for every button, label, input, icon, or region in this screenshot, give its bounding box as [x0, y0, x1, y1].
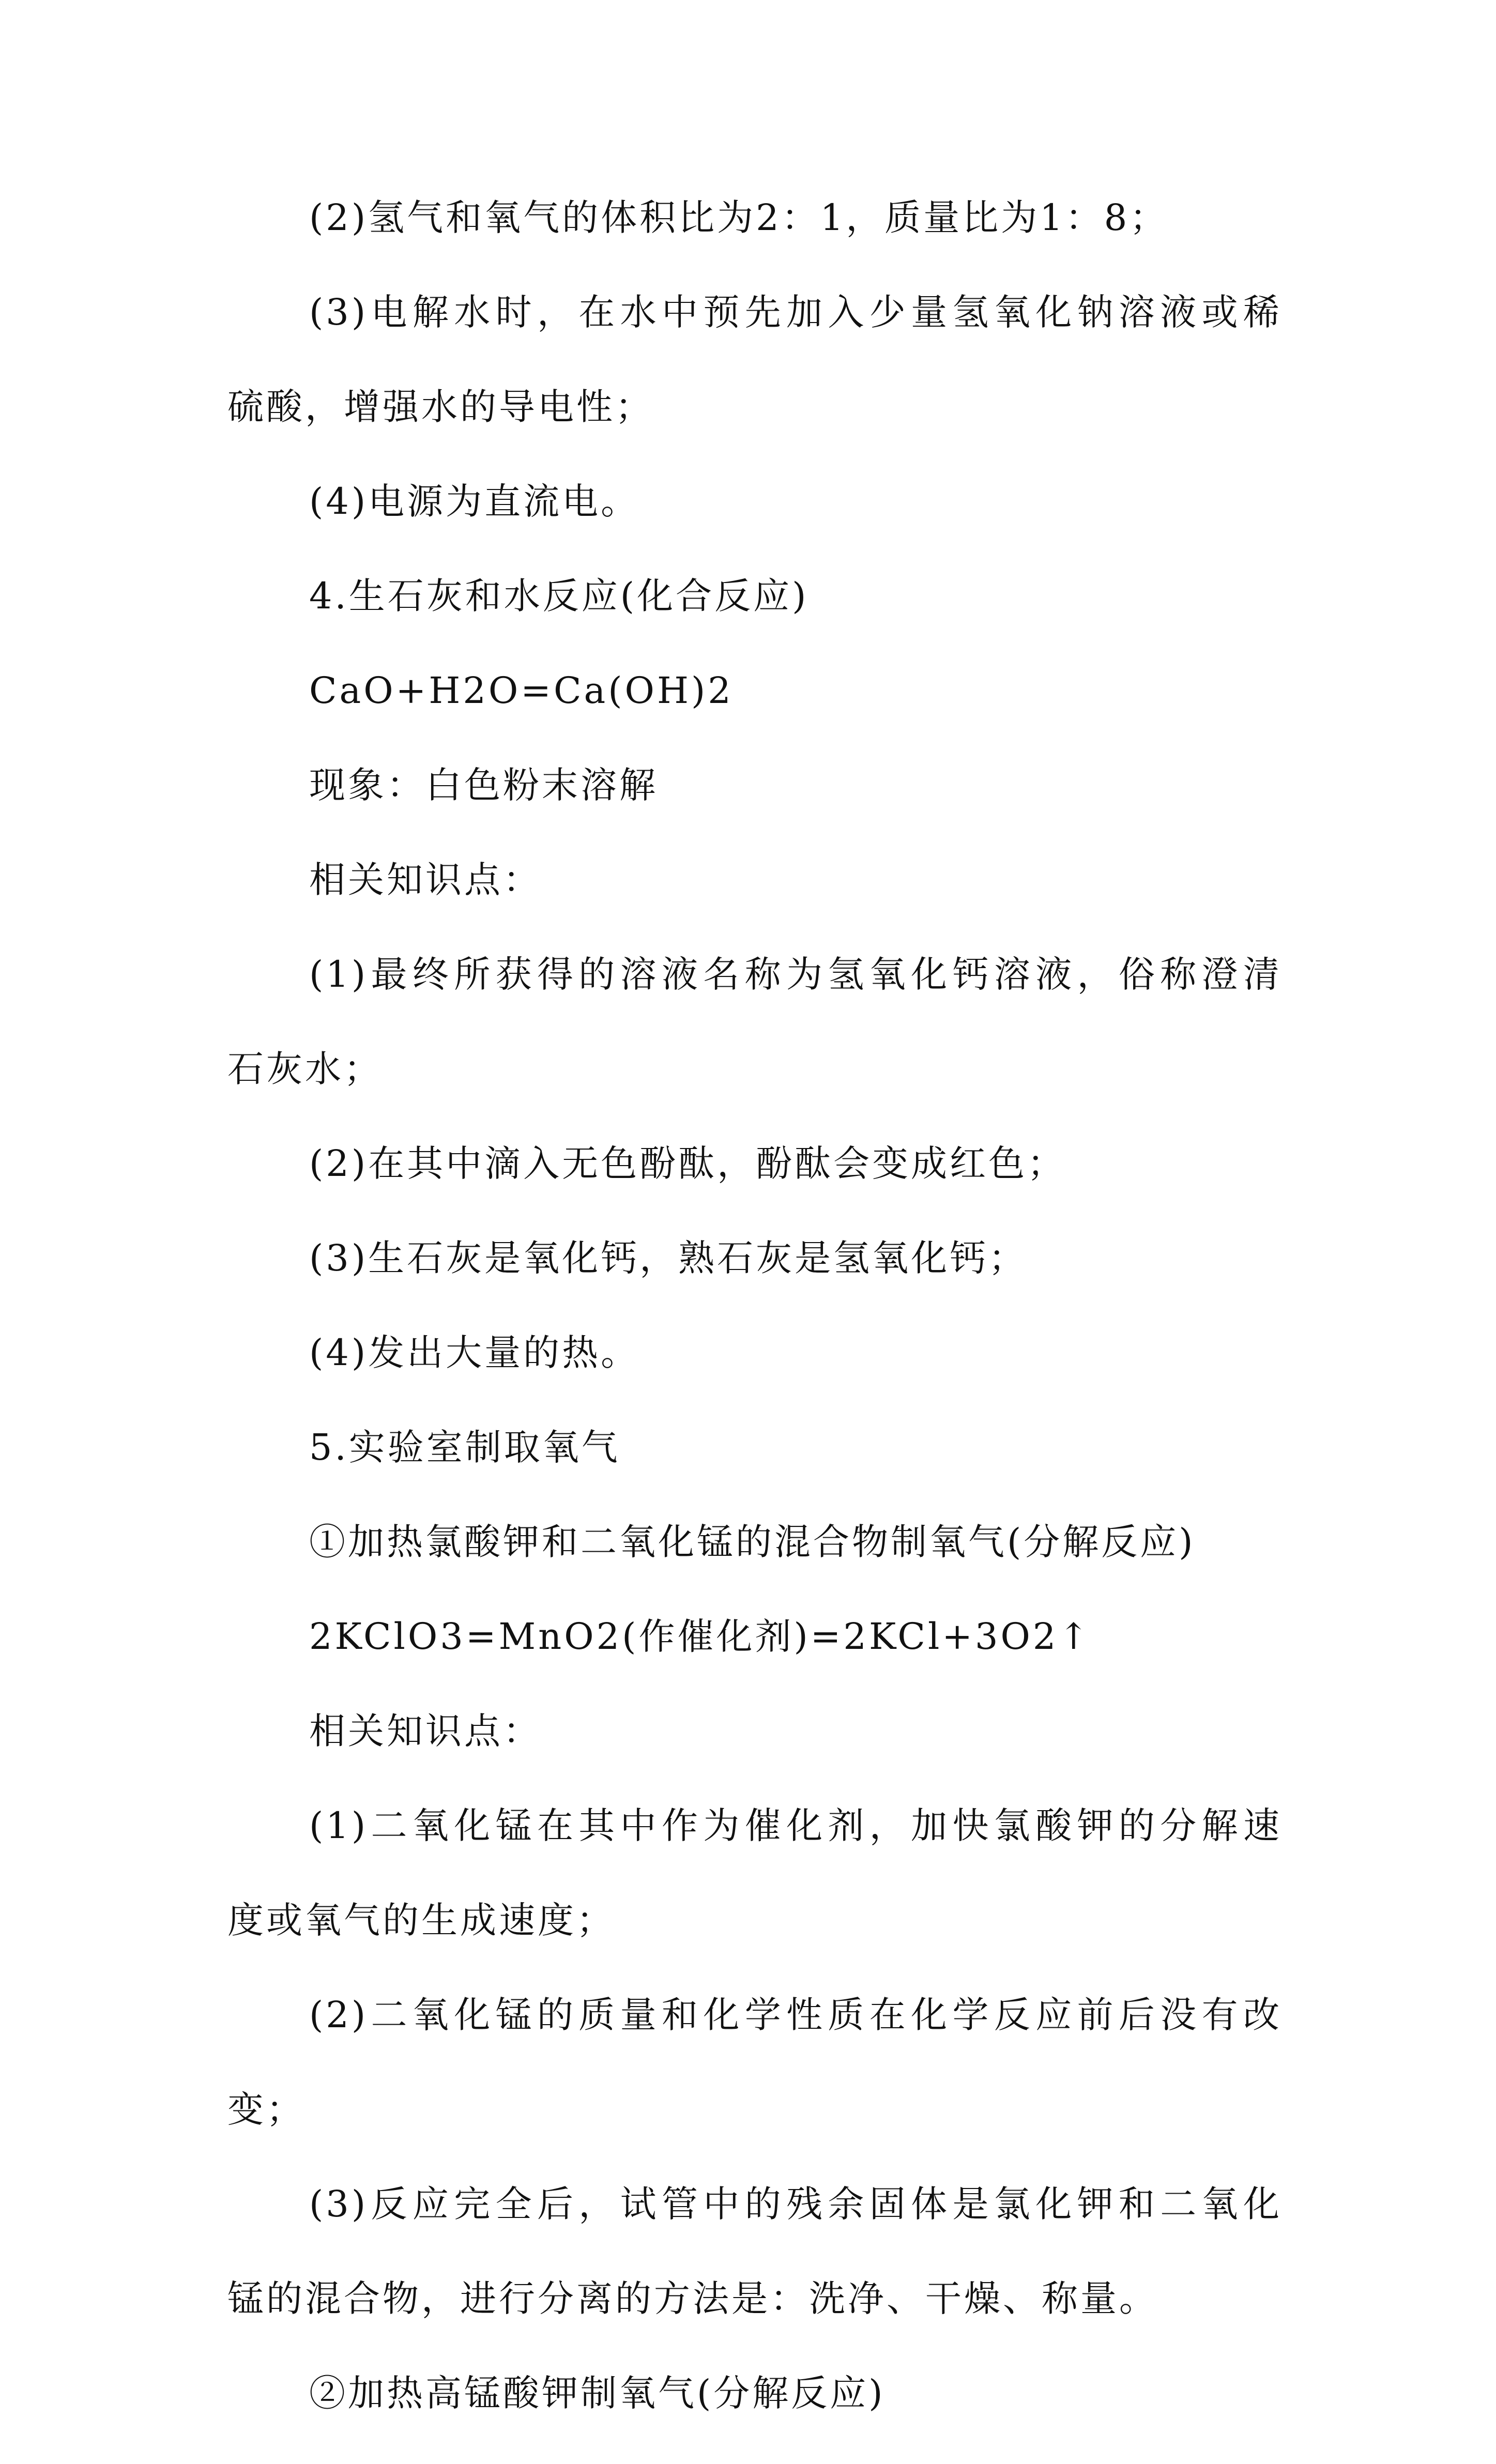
text-line: (4)电源为直流电。	[309, 480, 640, 523]
text-line: 5.实验室制取氧气	[309, 1426, 620, 1468]
text-line: ②加热高锰酸钾制氧气(分解反应)	[309, 2372, 886, 2414]
text-line: 石灰水；	[227, 1048, 383, 1090]
text-line: (3)生石灰是氧化钙，熟石灰是氢氧化钙；	[309, 1237, 1028, 1279]
text-line: (1)最终所获得的溶液名称为氢氧化钙溶液，俗称澄清	[309, 953, 1282, 996]
text-line: 相关知识点：	[309, 859, 542, 901]
text-line: 现象：白色粉末溶解	[309, 764, 658, 806]
text-line: (3)反应完全后，试管中的残余固体是氯化钾和二氧化	[309, 2183, 1282, 2225]
text-line: 2KClO3=MnO2(作催化剂)=2KCl+3O2↑	[309, 1615, 1092, 1658]
text-line: (1)二氧化锰在其中作为催化剂，加快氯酸钾的分解速	[309, 1804, 1282, 1847]
text-line: 相关知识点：	[309, 1710, 542, 1752]
text-line: 硫酸，增强水的导电性；	[227, 386, 654, 428]
text-line: (2)在其中滴入无色酚酞，酚酞会变成红色；	[309, 1142, 1066, 1185]
text-line: (4)发出大量的热。	[309, 1332, 640, 1374]
text-line: (2)氢气和氧气的体积比为2：1，质量比为1：8；	[309, 196, 1169, 239]
text-line: 4.生石灰和水反应(化合反应)	[309, 575, 809, 617]
text-line: 变；	[227, 2088, 305, 2131]
text-line: 锰的混合物，进行分离的方法是：洗净、干燥、称量。	[227, 2277, 1158, 2320]
document-body	[227, 194, 1282, 2464]
text-line: (3)电解水时，在水中预先加入少量氢氧化钠溶液或稀	[309, 291, 1282, 333]
text-line: CaO+H2O=Ca(OH)2	[309, 669, 734, 712]
text-line: ①加热氯酸钾和二氧化锰的混合物制氧气(分解反应)	[309, 1521, 1196, 1563]
text-line: (2)二氧化锰的质量和化学性质在化学反应前后没有改	[309, 1994, 1282, 2036]
text-line: 度或氧气的生成速度；	[227, 1899, 615, 1941]
